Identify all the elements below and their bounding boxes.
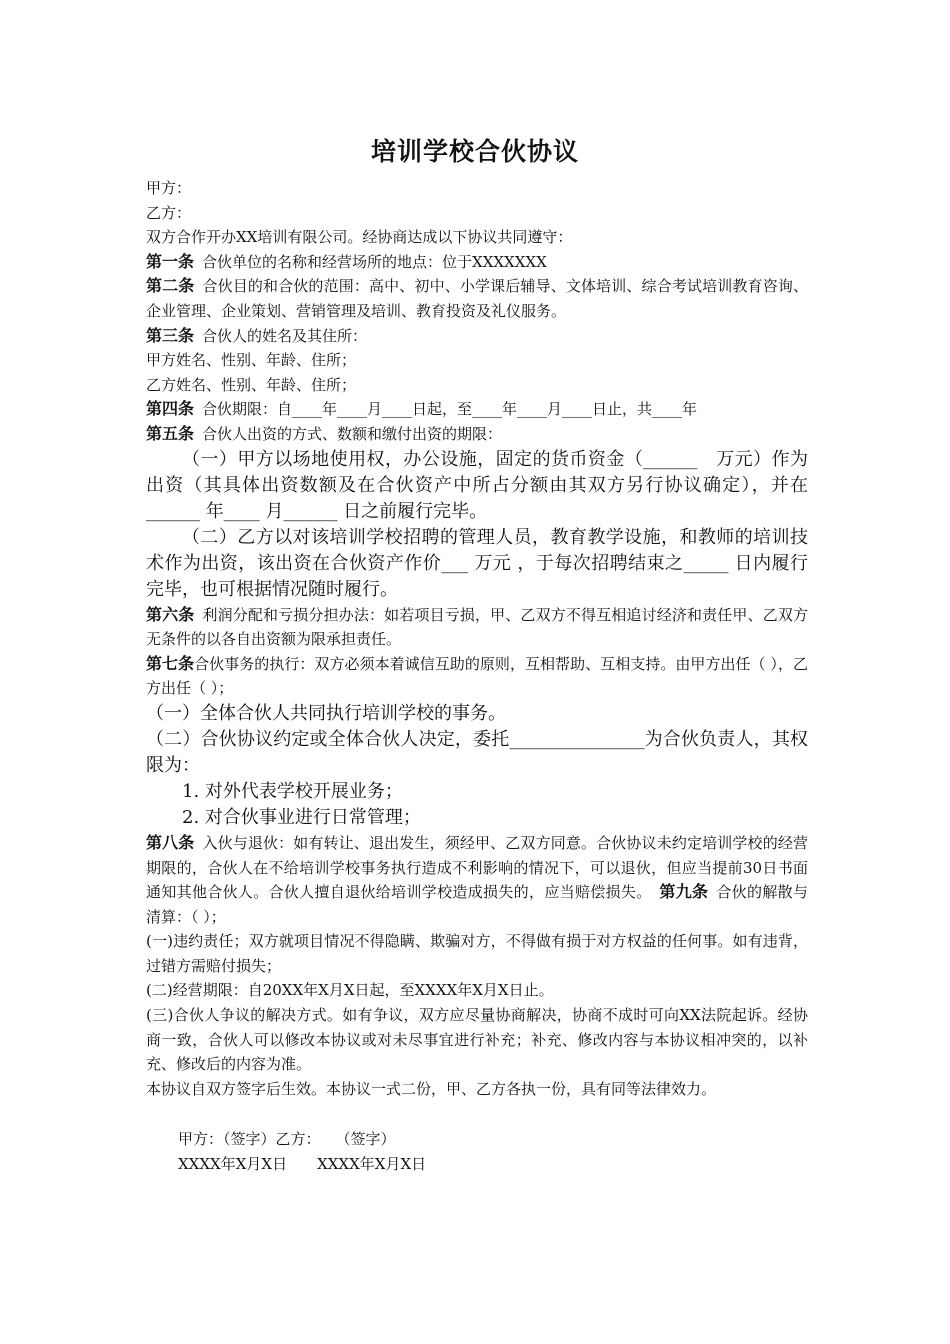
article-9-label: 第九条 (659, 882, 709, 902)
signature-line: 甲方：（签字）乙方： （签字） (178, 1130, 396, 1149)
party-b-line: 乙方： (146, 203, 192, 222)
article-3-party-a: 甲方姓名、性别、年龄、住所； (146, 351, 357, 370)
article-7-item-1: 1. 对外代表学校开展业务； (182, 780, 403, 802)
document-title: 培训学校合伙协议 (370, 137, 579, 166)
article-2-label: 第二条 (146, 276, 195, 296)
article-7 (146, 652, 808, 701)
clause-3: (三)合伙人争议的解决方式。如有争议，双方应尽量协商解决，协商不成时可向XX法院起诉。经协商一致，合伙人可以修改本协议或对未尽事宜进行补充；补充、修改内容与本协议相冲突的，以补充、修改后的内容为准。 (146, 1006, 808, 1074)
article-4-text: 合伙期限：自____年____月____日起，至____年____月____日止，共____年 (202, 400, 698, 419)
article-5-text: 合伙人出资的方式、数额和缴付出资的期限： (202, 424, 503, 443)
article-5-para-1: （一）甲方以场地使用权，办公设施，固定的货币资金（______ 万元）作为出资（其具体出资数额及在合伙资产中所占分额由其双方另行协议确定），并在______ 年____ 月______ 日之前履行完毕。 (146, 448, 808, 522)
article-1-text: 合伙单位的名称和经营场所的地点：位于XXXXXXX (202, 252, 547, 271)
article-5 (146, 422, 808, 447)
intro-line: 双方合作开办XX培训有限公司。经协商达成以下协议共同遵守： (146, 228, 573, 247)
article-6-label: 第六条 (146, 604, 195, 624)
article-5-para-2: （二）乙方以对该培训学校招聘的管理人员，教育教学设施，和教师的培训技术作为出资，该出资在合伙资产作价___ 万元 ，于每次招聘结束之_____ 日内履行完毕，也可根据情况随时履行。 (146, 526, 808, 600)
effect-clause: 本协议自双方签字后生效。本协议一式二份，甲、乙方各执一份，具有同等法律效力。 (146, 1079, 717, 1098)
document-body (146, 176, 808, 1177)
article-7-label: 第七条 (146, 653, 195, 673)
article-9-text: 合伙的解散与清算：（ ）； (146, 883, 808, 926)
article-7-text: 合伙事务的执行：双方必须本着诚信互助的原则，互相帮助、互相支持。由甲方出任（ ），乙方出任（ ）； (146, 654, 808, 698)
article-1-label: 第一条 (146, 251, 195, 271)
article-6 (146, 603, 808, 652)
spacer (146, 1101, 808, 1127)
article-8-9 (146, 831, 808, 929)
article-5-label: 第五条 (146, 423, 195, 443)
clause-2: (二)经营期限：自20XX年X月X日起，至XXXX年X月X日止。 (146, 981, 554, 1000)
party-a-line: 甲方： (146, 179, 192, 197)
article-6-text: 利润分配和亏损分担办法：如若项目亏损，甲、乙双方不得互相追讨经济和责任甲、乙双方无条件的以各自出资额为限承担责任。 (146, 605, 808, 649)
article-7-item-2: 2. 对合伙事业进行日常管理； (182, 806, 421, 828)
article-3-party-b: 乙方姓名、性别、年龄、住所； (146, 375, 357, 394)
article-8-label: 第八条 (146, 832, 195, 852)
article-2 (146, 274, 808, 323)
article-4-label: 第四条 (146, 399, 195, 419)
article-3 (146, 324, 808, 349)
article-3-text: 合伙人的姓名及其住所： (202, 326, 368, 345)
article-3-label: 第三条 (146, 325, 195, 345)
signature-date-line: XXXX年X月X日 XXXX年X月X日 (178, 1155, 427, 1174)
article-2-text: 合伙目的和合伙的范围：高中、初中、小学课后辅导、文体培训、综合考试培训教育咨询、企业管理、企业策划、营销管理及培训、教育投资及礼仪服务。 (146, 277, 808, 320)
article-7-para-1: （一）全体合伙人共同执行培训学校的事务。 (146, 702, 506, 724)
article-7-para-2: （二）合伙协议约定或全体合伙人决定，委托_______________为合伙负责人，其权限为： (146, 728, 808, 776)
article-8-text: 入伙与退伙：如有转让、退出发生，须经甲、乙双方同意。合伙协议未约定培训学校的经营期限的，合伙人在不给培训学校事务执行造成不利影响的情况下，可以退伙，但应当提前30日书面通知其他合伙人。合伙人擅自退伙给培训学校造成损失的，应当赔偿损失。 (146, 833, 808, 902)
clause-1: (一)违约责任；双方就项目情况不得隐瞒、欺骗对方，不得做有损于对方权益的任何事。如有违背，过错方需赔付损失； (146, 932, 808, 975)
article-1 (146, 250, 808, 275)
article-4 (146, 397, 808, 422)
